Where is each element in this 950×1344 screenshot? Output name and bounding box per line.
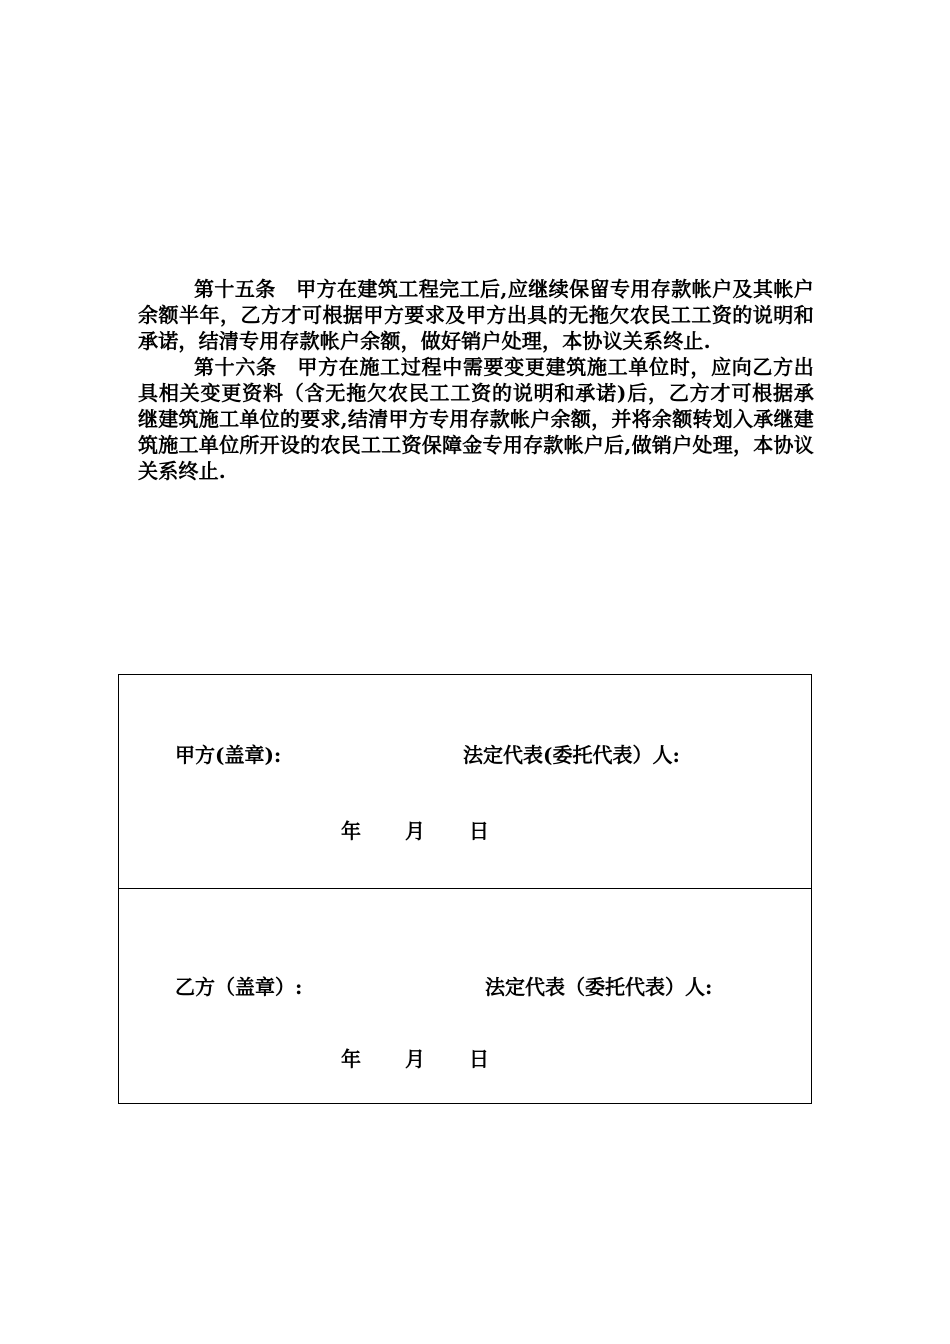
clause-15 <box>138 276 814 354</box>
contract-clauses <box>138 276 814 484</box>
party-a-signature-row <box>119 675 811 889</box>
party-a-date-day: 日 <box>469 819 489 843</box>
party-b-date-month: 月 <box>405 1047 425 1071</box>
party-b-date-line <box>341 1043 489 1072</box>
clause-15-text: 甲方在建筑工程完工后,应继续保留专用存款帐户及其帐户余额半年，乙方才可根据甲方要求及甲方出具的无拖欠农民工工资的说明和承诺，结清专用存款帐户余额，做好销户处理，本协议关系终止. <box>138 277 814 353</box>
party-b-date-year: 年 <box>341 1047 361 1071</box>
clause-16 <box>138 354 814 484</box>
clause-16-number: 第十六条 <box>194 355 277 379</box>
party-b-date-day: 日 <box>469 1047 489 1071</box>
party-a-seal-label: 甲方(盖章): <box>175 743 282 767</box>
signature-table <box>118 674 812 1104</box>
party-a-date-line <box>341 815 489 844</box>
clause-15-number: 第十五条 <box>194 277 276 301</box>
party-b-seal-label: 乙方（盖章）: <box>175 975 303 999</box>
party-b-representative-label: 法定代表（委托代表）人: <box>485 975 713 999</box>
party-b-signature-row <box>119 889 811 1103</box>
party-a-representative-label: 法定代表(委托代表）人: <box>463 743 680 767</box>
clause-16-text: 甲方在施工过程中需要变更建筑施工单位时，应向乙方出具相关变更资料（含无拖欠农民工工资的说明和承诺)后，乙方才可根据承继建筑施工单位的要求,结清甲方专用存款帐户余额，并将余额转划入承继建筑施工单位所开设的农民工工资保障金专用存款帐户后,做销户处理，本协议关系终止. <box>138 355 814 483</box>
party-a-date-year: 年 <box>341 819 361 843</box>
party-a-date-month: 月 <box>405 819 425 843</box>
